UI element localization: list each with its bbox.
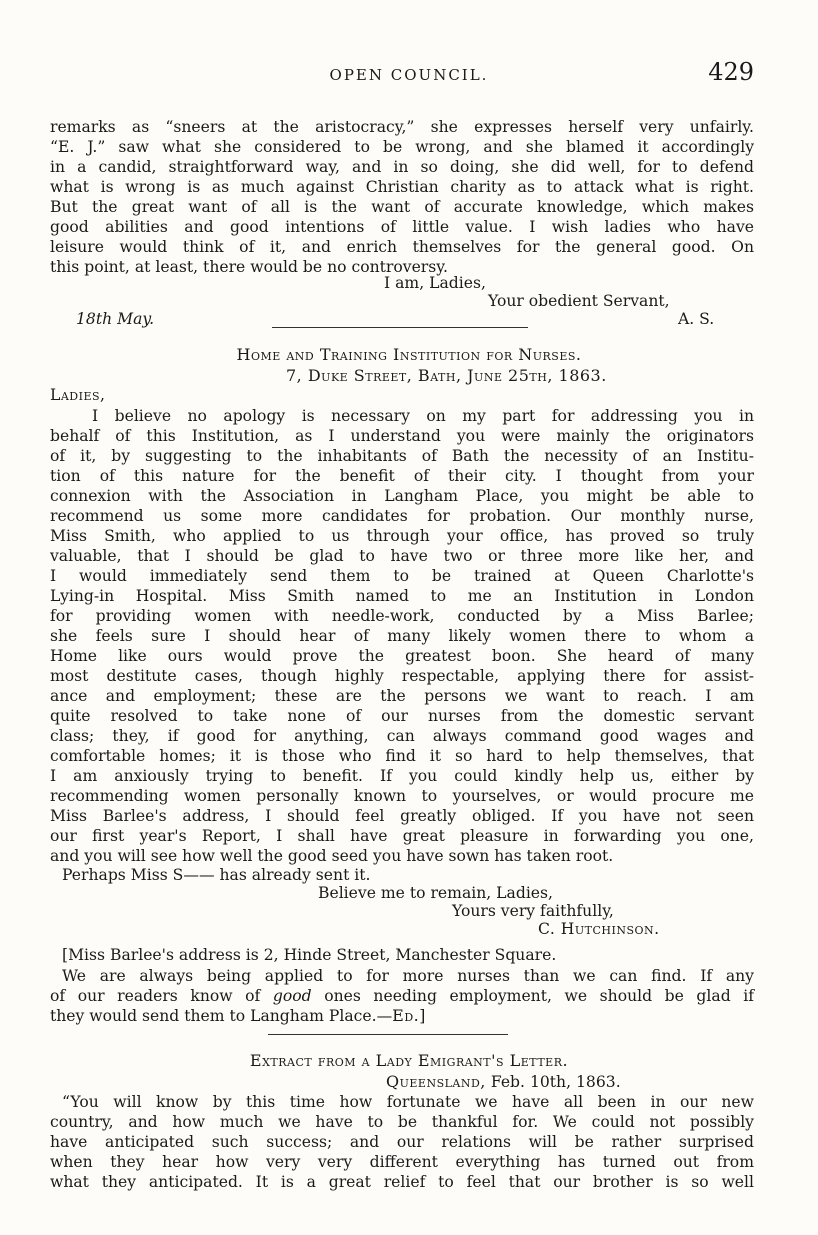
letter2-line: ance and employment; these are the persons we want to reach. I am: [50, 687, 754, 705]
letter2-heading: Home and Training Institution for Nurses.: [236, 345, 582, 364]
running-header: OPEN COUNCIL.: [329, 66, 489, 84]
letter1-line: remarks as “sneers at the aristocracy,” she expresses herself very unfairly.: [50, 118, 754, 136]
letter2-line: she feels sure I should hear of many likely women there to whom a: [50, 627, 754, 645]
letter1-signature: A. S.: [678, 310, 715, 328]
letter2-line: behalf of this Institution, as I understand you were mainly the originators: [50, 427, 754, 445]
editor-note-line: [50, 986, 754, 1006]
letter1-closing2: Your obedient Servant,: [488, 292, 670, 310]
letter2-closing1: Believe me to remain, Ladies,: [318, 884, 553, 902]
letter2-line: Home like ours would prove the greatest boon. She heard of many: [50, 647, 754, 665]
letter2-address: [286, 366, 607, 385]
section-divider: [272, 327, 528, 328]
letter2-line: tion of this nature for the benefit of their city. I thought from your: [50, 467, 754, 485]
letter2-closing2: Yours very faithfully,: [452, 902, 614, 920]
letter2-line: I believe no apology is necessary on my part for addressing you in: [92, 407, 754, 425]
letter2-line: recommend us some more candidates for probation. Our monthly nurse,: [50, 507, 754, 525]
editor-note-text: ]: [419, 1007, 426, 1025]
letter2-line: of it, by suggesting to the inhabitants of Bath the necessity of an Institu-: [50, 447, 754, 465]
letter2-line: class; they, if good for anything, can always command good wages and: [50, 727, 754, 745]
letter2-line: quite resolved to take none of our nurses from the domestic servant: [50, 707, 754, 725]
letter1-line: this point, at least, there would be no controversy.: [50, 258, 448, 276]
letter2-line: Lying-in Hospital. Miss Smith named to me an Institution in London: [50, 587, 754, 605]
letter1-line: in a candid, straightforward way, and in so doing, she did well, for to defend: [50, 158, 754, 176]
letter2-line: Miss Smith, who applied to us through your office, has proved so truly: [50, 527, 754, 545]
letter2-postscript: Perhaps Miss S—— has already sent it.: [62, 866, 371, 884]
letter2-line: comfortable homes; it is those who find it so hard to help themselves, that: [50, 747, 754, 765]
letter2-line: most destitute cases, though highly respectable, applying there for assist-: [50, 667, 754, 685]
page-number: 429: [708, 58, 754, 86]
letter2-line: connexion with the Association in Langham Place, you might be able to: [50, 487, 754, 505]
editor-note-text: ones needing employment, we should be glad if: [311, 987, 754, 1005]
letter3-date: Feb. 10th, 1863.: [490, 1073, 621, 1091]
section-divider: [268, 1034, 508, 1035]
editor-note-text: they would send them to Langham Place.—: [50, 1007, 393, 1025]
letter1-line: But the great want of all is the want of accurate knowledge, which makes: [50, 198, 754, 216]
letter2-address-text: 7, Duke Street, Bath, June 25th, 1863.: [286, 366, 607, 385]
letter2-line: our first year's Report, I shall have great pleasure in forwarding you one,: [50, 827, 754, 845]
letter3-place: Queensland,: [386, 1072, 486, 1091]
letter1-date: 18th May.: [76, 310, 155, 328]
editor-signature: Ed.: [392, 1006, 420, 1025]
editor-note-line: [Miss Barlee's address is 2, Hinde Street, Manchester Square.: [62, 946, 557, 964]
letter1-line: leisure would think of it, and enrich themselves for the general good. On: [50, 238, 754, 256]
letter2-line: and you will see how well the good seed you have sown has taken root.: [50, 847, 614, 865]
letter3-dateline: [386, 1072, 621, 1091]
letter2-signature: C. Hutchinson.: [538, 920, 660, 938]
letter1-line: good abilities and good intentions of little value. I wish ladies who have: [50, 218, 754, 236]
letter1-closing: I am, Ladies,: [384, 274, 486, 292]
letter3-heading: Extract from a Lady Emigrant's Letter.: [249, 1051, 569, 1070]
editor-note-line: [50, 1006, 754, 1026]
letter2-line: for providing women with needle-work, conducted by a Miss Barlee;: [50, 607, 754, 625]
letter1-line: “E. J.” saw what she considered to be wrong, and she blamed it accordingly: [50, 138, 754, 156]
letter2-line: I would immediately send them to be trained at Queen Charlotte's: [50, 567, 754, 585]
letter3-line: country, and how much we have to be thankful for. We could not possibly: [50, 1113, 754, 1131]
letter3-line: “You will know by this time how fortunate we have all been in our new: [62, 1093, 754, 1111]
letter1-line: what is wrong is as much against Christian charity as to attack what is right.: [50, 178, 754, 196]
letter2-salutation: Ladies,: [50, 386, 106, 404]
letter2-line: Miss Barlee's address, I should feel greatly obliged. If you have not seen: [50, 807, 754, 825]
letter3-line: have anticipated such success; and our relations will be rather surprised: [50, 1133, 754, 1151]
letter2-line: valuable, that I should be glad to have two or three more like her, and: [50, 547, 754, 565]
editor-note-emphasis: good: [272, 987, 312, 1005]
letter2-line: recommending women personally known to yourselves, or would procure me: [50, 787, 754, 805]
editor-note-line: We are always being applied to for more nurses than we can find. If any: [62, 967, 754, 985]
letter3-line: when they hear how very very different everything has turned out from: [50, 1153, 754, 1171]
letter3-line: what they anticipated. It is a great relief to feel that our brother is so well: [50, 1173, 754, 1191]
letter2-line: I am anxiously trying to benefit. If you could kindly help us, either by: [50, 767, 754, 785]
editor-note-text: of our readers know of: [50, 987, 273, 1005]
